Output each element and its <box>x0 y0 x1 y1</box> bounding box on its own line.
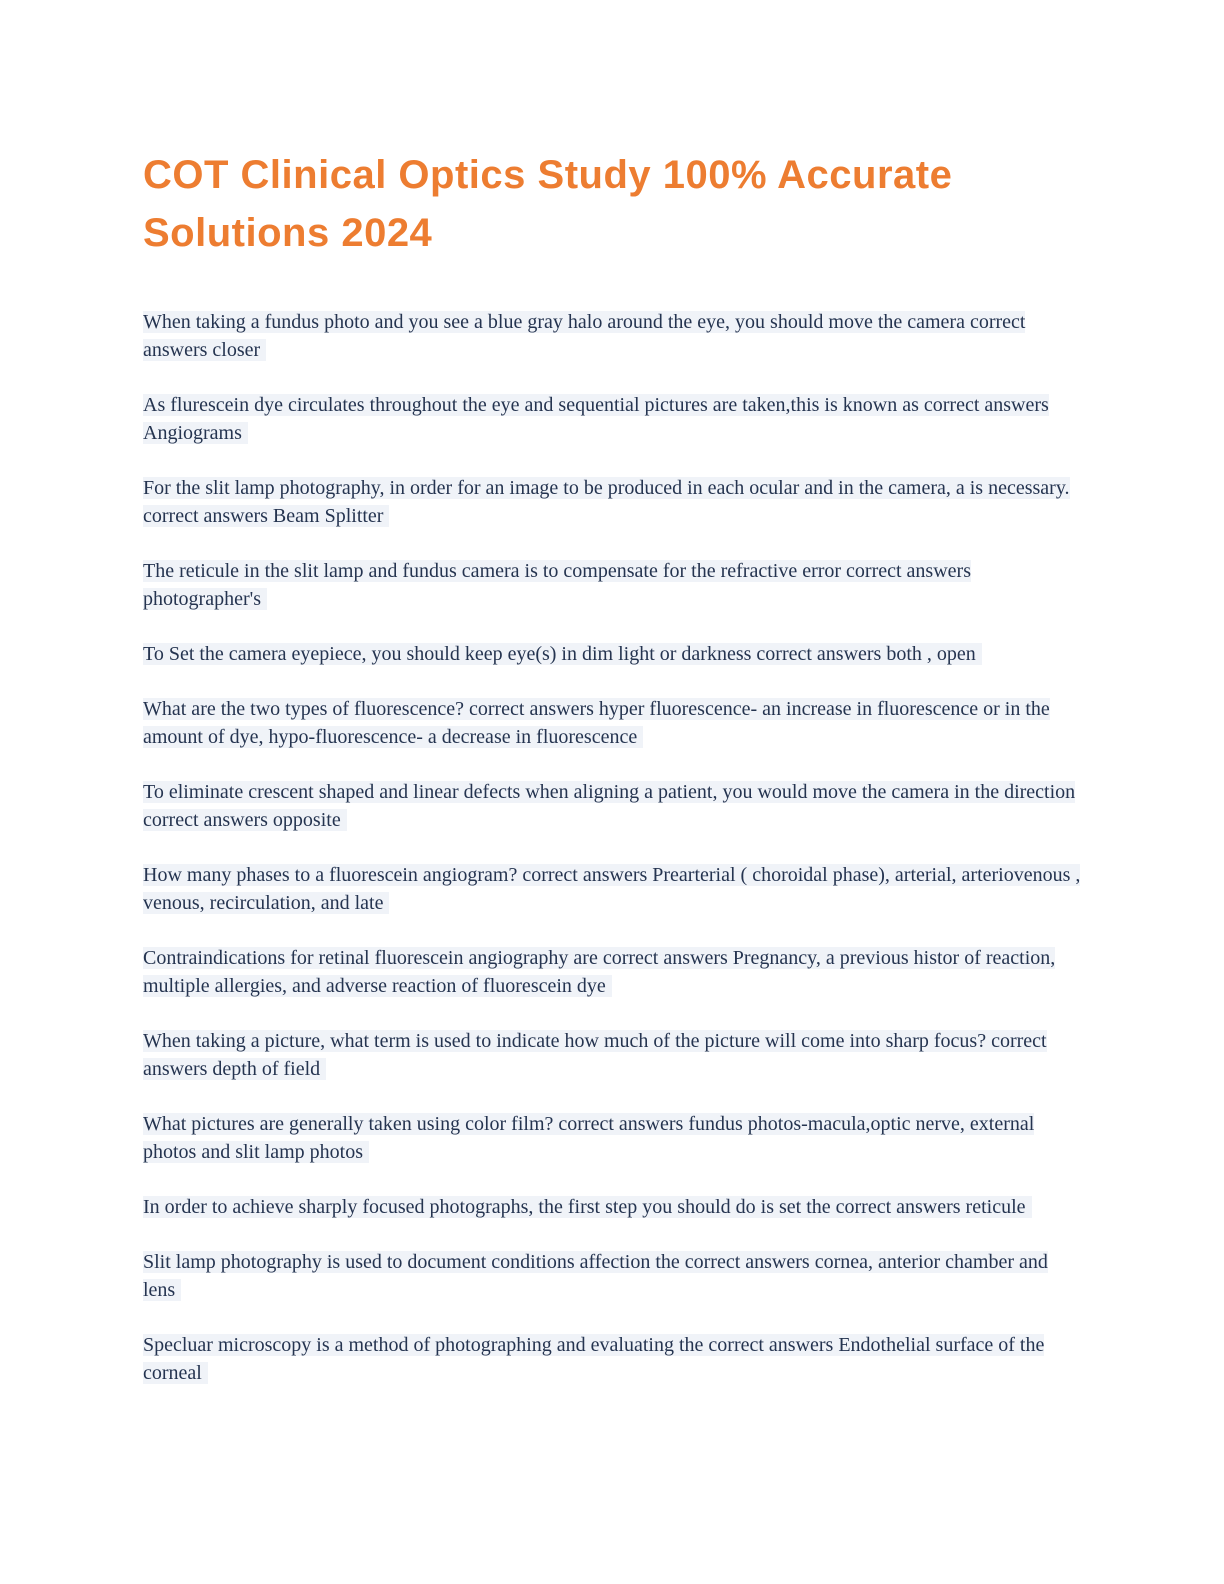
highlighted-text: Specluar microscopy is a method of photographing and evaluating the correct answers Endothelial surface of the corneal <box>143 1334 1045 1384</box>
qa-paragraph <box>143 861 1083 917</box>
qa-paragraph <box>143 1248 1083 1304</box>
document-title: COT Clinical Optics Study 100% Accurate Solutions 2024 <box>143 153 953 255</box>
qa-paragraph <box>143 391 1083 447</box>
qa-paragraph <box>143 695 1083 751</box>
highlighted-text: As flurescein dye circulates throughout the eye and sequential pictures are taken,this is known as correct answers Angiograms <box>143 394 1049 444</box>
highlighted-text: What are the two types of fluorescence? correct answers hyper fluorescence- an increase in fluorescence or in the amount of dye, hypo-fluorescence- a decrease in fluorescence <box>143 698 1050 748</box>
highlighted-text: The reticule in the slit lamp and fundus camera is to compensate for the refractive error correct answers photographer's <box>143 560 971 610</box>
highlighted-text: Slit lamp photography is used to document conditions affection the correct answers cornea, anterior chamber and lens <box>143 1251 1048 1301</box>
highlighted-text: How many phases to a fluorescein angiogram? correct answers Prearterial ( choroidal phase), arterial, arteriovenous , venous, recirculation, and late <box>143 864 1081 914</box>
highlighted-text: For the slit lamp photography, in order for an image to be produced in each ocular and in the camera, a is necessary. correct answers Beam Splitter <box>143 477 1070 527</box>
document-body <box>143 308 1083 1387</box>
qa-paragraph <box>143 640 1083 668</box>
highlighted-text: To eliminate crescent shaped and linear defects when aligning a patient, you would move the camera in the direction correct answers opposite <box>143 781 1076 831</box>
qa-paragraph <box>143 474 1083 530</box>
highlighted-text: When taking a picture, what term is used to indicate how much of the picture will come into sharp focus? correct answers depth of field <box>143 1030 1047 1080</box>
qa-paragraph <box>143 778 1083 834</box>
qa-paragraph <box>143 1110 1083 1166</box>
qa-paragraph <box>143 1193 1083 1221</box>
qa-paragraph <box>143 557 1083 613</box>
highlighted-text: Contraindications for retinal fluorescein angiography are correct answers Pregnancy, a previous histor of reaction, multiple allergies, and adverse reaction of fluorescein dye <box>143 947 1056 997</box>
qa-paragraph <box>143 308 1083 364</box>
qa-paragraph <box>143 1027 1083 1083</box>
qa-paragraph <box>143 944 1083 1000</box>
qa-paragraph <box>143 1331 1083 1387</box>
highlighted-text: To Set the camera eyepiece, you should keep eye(s) in dim light or darkness correct answers both , open <box>143 643 982 665</box>
highlighted-text: What pictures are generally taken using color film? correct answers fundus photos-macula,optic nerve, external photos and slit lamp photos <box>143 1113 1035 1163</box>
highlighted-text: In order to achieve sharply focused photographs, the first step you should do is set the correct answers reticule <box>143 1196 1032 1218</box>
highlighted-text: When taking a fundus photo and you see a blue gray halo around the eye, you should move the camera correct answers closer <box>143 311 1026 361</box>
